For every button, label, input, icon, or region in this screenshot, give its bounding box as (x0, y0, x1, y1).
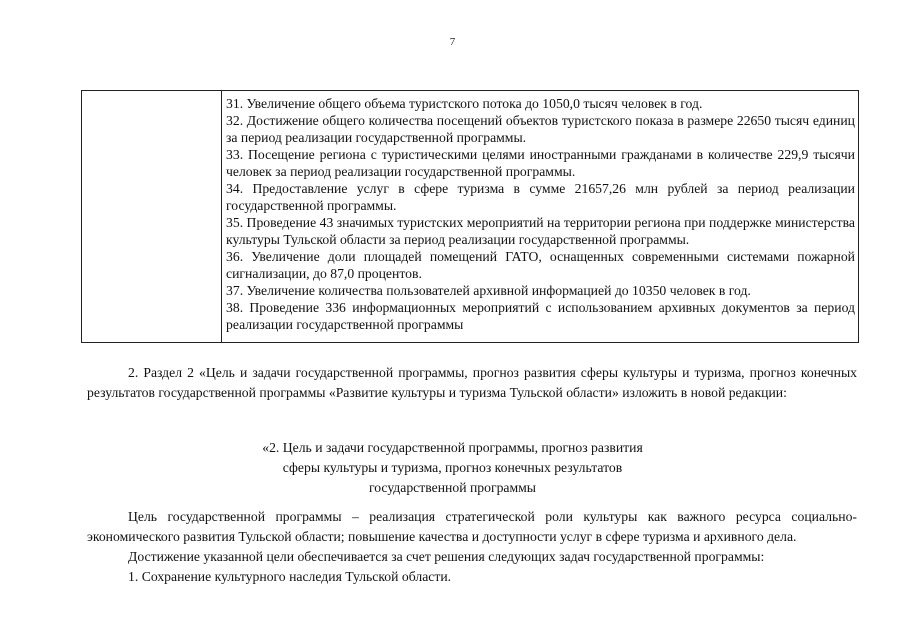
task-item: 1. Сохранение культурного наследия Тульской области. (128, 569, 452, 584)
goal-section (87, 507, 857, 587)
goals-table (81, 90, 859, 343)
table-item: 34. Предоставление услуг в сфере туризма в сумме 21657,26 млн рублей за период реализации государственной программы. (226, 181, 855, 213)
table-right-cell (222, 91, 858, 342)
table-item: 31. Увеличение общего объема туристского потока до 1050,0 тысяч человек в год. (226, 96, 703, 111)
table-left-cell (82, 91, 222, 342)
page-number: 7 (449, 36, 456, 48)
goal-paragraph: Цель государственной программы – реализация стратегической роли культуры как важного ресурса социально-экономического развития Тульской области; повышение качества и доступности услуг в сфере туризма и архивного дела. (87, 509, 857, 544)
table-item: 36. Увеличение доли площадей помещений ГАТО, оснащенных современными системами пожарной сигнализации, до 87,0 процентов. (226, 249, 855, 281)
section-heading (0, 438, 905, 498)
heading-line: сферы культуры и туризма, прогноз конечных результатов (282, 460, 623, 475)
section-intro-text: 2. Раздел 2 «Цель и задачи государственной программы, прогноз развития сферы культуры и туризма, прогноз конечных результатов государственной программы «Развитие культуры и туризма Тульской области» изложить в новой редакции: (87, 365, 857, 400)
tasks-intro: Достижение указанной цели обеспечивается за счет решения следующих задач государственной программы: (128, 549, 765, 564)
heading-line: государственной программы (368, 480, 537, 495)
heading-line: «2. Цель и задачи государственной программы, прогноз развития (262, 440, 643, 455)
table-item: 33. Посещение региона с туристическими целями иностранными гражданами в количестве 229,9 тысячи человек за период реализации государственной программы. (226, 147, 855, 179)
table-item: 32. Достижение общего количества посещений объектов туристского показа в размере 22650 тысяч единиц за период реализации государственной программы. (226, 113, 855, 145)
table-item: 35. Проведение 43 значимых туристских мероприятий на территории региона при поддержке министерства культуры Тульской области за период реализации государственной программы. (226, 215, 855, 247)
table-item: 38. Проведение 336 информационных мероприятий с использованием архивных документов за период реализации государственной программы (226, 300, 855, 332)
section-intro-paragraph (87, 363, 857, 403)
table-item: 37. Увеличение количества пользователей архивной информацией до 10350 человек в год. (226, 283, 751, 298)
